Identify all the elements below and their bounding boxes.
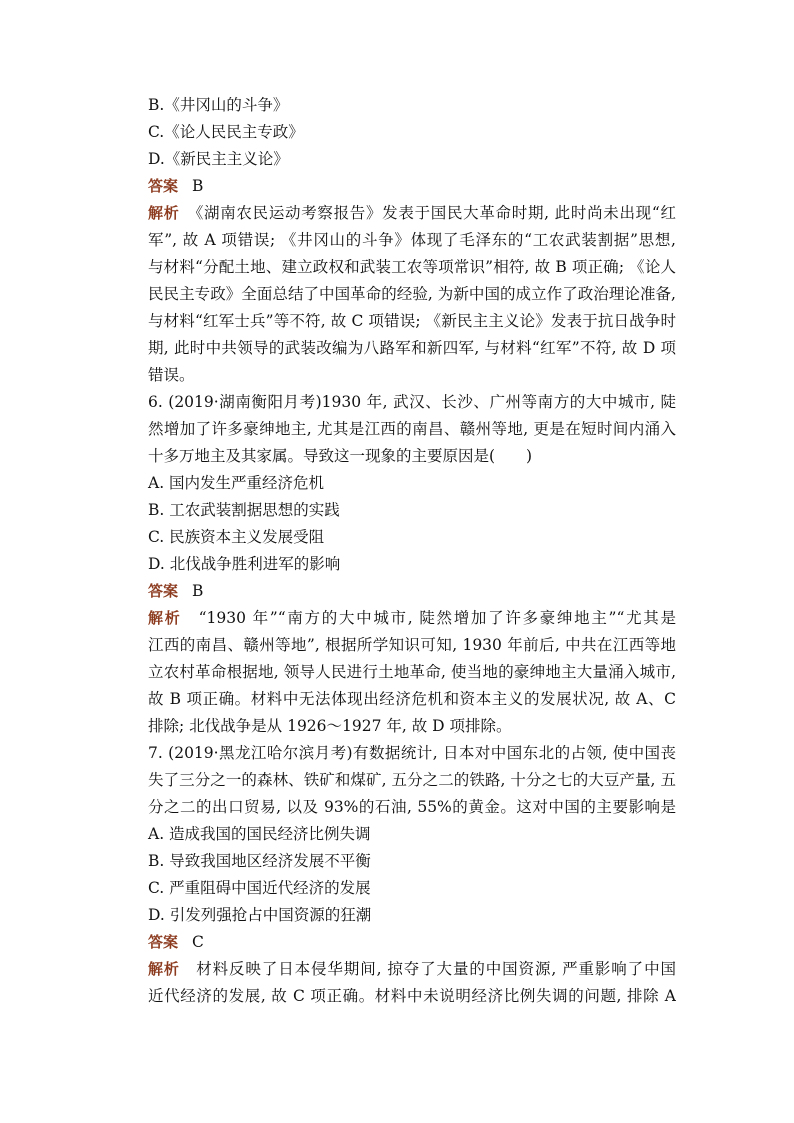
q6-stem-line-2: 然增加了许多豪绅地主, 尤其是江西的南昌、赣州等地, 更是在短时间内涌入 bbox=[148, 420, 676, 438]
q5-answer-label: 答案 bbox=[148, 177, 179, 195]
q5-analysis-line-6: 期, 此时中共领导的武装改编为八路军和新四军, 与材料“红军”不符, 故 D 项 bbox=[148, 339, 676, 357]
q7-analysis-label: 解析 bbox=[148, 960, 180, 978]
q7-stem-line-1: 7. (2019·黑龙江哈尔滨月考)有数据统计, 日本对中国东北的占领, 使中国丧 bbox=[148, 744, 676, 762]
q6-analysis-label: 解析 bbox=[148, 609, 182, 627]
q6-answer-label: 答案 bbox=[148, 582, 179, 600]
q6-answer-value: B bbox=[192, 582, 204, 600]
q7-stem-line-3: 分之二的出口贸易, 以及 93%的石油, 55%的黄金。这对中国的主要影响是 bbox=[148, 798, 676, 816]
q5-analysis-line-5: 与材料“红军士兵”等不符, 故 C 项错误; 《新民主主义论》发表于抗日战争时 bbox=[148, 312, 676, 330]
q5-analysis-line-1 bbox=[148, 200, 676, 227]
q7-option-d: D. 引发列强抢占中国资源的狂潮 bbox=[148, 906, 372, 924]
q7-analysis-line-1 bbox=[148, 956, 676, 983]
q7-analysis-line-2: 近代经济的发展, 故 C 项正确。材料中未说明经济比例失调的问题, 排除 A bbox=[148, 987, 676, 1005]
q6-stem-line-1: 6. (2019·湖南衡阳月考)1930 年, 武汉、长沙、广州等南方的大中城市, 陡 bbox=[148, 393, 676, 411]
q7-answer-label: 答案 bbox=[148, 933, 179, 951]
q5-analysis-label: 解析 bbox=[148, 204, 180, 222]
q5-analysis-line-3: 与材料“分配土地、建立政权和武装工农等项常识”相符, 故 B 项正确; 《论人 bbox=[148, 258, 676, 276]
q7-option-c: C. 严重阻碍中国近代经济的发展 bbox=[148, 879, 371, 897]
q6-analysis-line-5: 排除; 北伐战争是从 1926～1927 年, 故 D 项排除。 bbox=[148, 717, 512, 735]
q7-option-a: A. 造成我国的国民经济比例失调 bbox=[148, 825, 371, 843]
q6-option-c: C. 民族资本主义发展受阻 bbox=[148, 528, 325, 546]
q6-analysis-line-1 bbox=[148, 605, 676, 632]
q6-analysis-line-4: 故 B 项正确。材料中无法体现出经济危机和资本主义的发展状况, 故 A、C bbox=[148, 690, 676, 708]
q7-answer-value: C bbox=[192, 933, 204, 951]
q5-option-b: B.《井冈山的斗争》 bbox=[148, 96, 289, 114]
document-content bbox=[148, 92, 676, 1010]
q5-option-d: D.《新民主主义论》 bbox=[148, 150, 289, 168]
q6-stem-line-3: 十多万地主及其家属。导致这一现象的主要原因是( ) bbox=[148, 447, 533, 465]
q6-option-a: A. 国内发生严重经济危机 bbox=[148, 474, 325, 492]
q5-analysis-line-7: 错误。 bbox=[148, 366, 195, 384]
q6-answer bbox=[148, 578, 676, 605]
q5-option-c: C.《论人民民主专政》 bbox=[148, 123, 304, 141]
q7-option-b: B. 导致我国地区经济发展不平衡 bbox=[148, 852, 371, 870]
q5-analysis-line-2: 军”, 故 A 项错误; 《井冈山的斗争》体现了毛泽东的“工农武装割据”思想, bbox=[148, 231, 676, 249]
q5-answer-value: B bbox=[192, 177, 204, 195]
q5-analysis-text: 《湖南农民运动考察报告》发表于国民大革命时期, 此时尚未出现“红 bbox=[195, 204, 676, 222]
q6-analysis-line-3: 立农村革命根据地, 领导人民进行土地革命, 使当地的豪绅地主大量涌入城市, bbox=[148, 663, 676, 681]
q7-analysis-text: 材料反映了日本侵华期间, 掠夺了大量的中国资源, 严重影响了中国 bbox=[196, 960, 676, 978]
q5-analysis-line-4: 民民主专政》全面总结了中国革命的经验, 为新中国的成立作了政治理论准备, bbox=[148, 285, 676, 303]
q5-answer bbox=[148, 173, 676, 200]
q6-analysis-text: “1930 年”“南方的大中城市, 陡然增加了许多豪绅地主”“尤其是 bbox=[198, 609, 676, 627]
q6-option-b: B. 工农武装割据思想的实践 bbox=[148, 501, 340, 519]
q7-stem-line-2: 失了三分之一的森林、铁矿和煤矿, 五分之二的铁路, 十分之七的大豆产量, 五 bbox=[148, 771, 676, 789]
q6-analysis-line-2: 江西的南昌、赣州等地”, 根据所学知识可知, 1930 年前后, 中共在江西等地 bbox=[148, 636, 676, 654]
q6-option-d: D. 北伐战争胜利进军的影响 bbox=[148, 555, 341, 573]
q7-answer bbox=[148, 929, 676, 956]
